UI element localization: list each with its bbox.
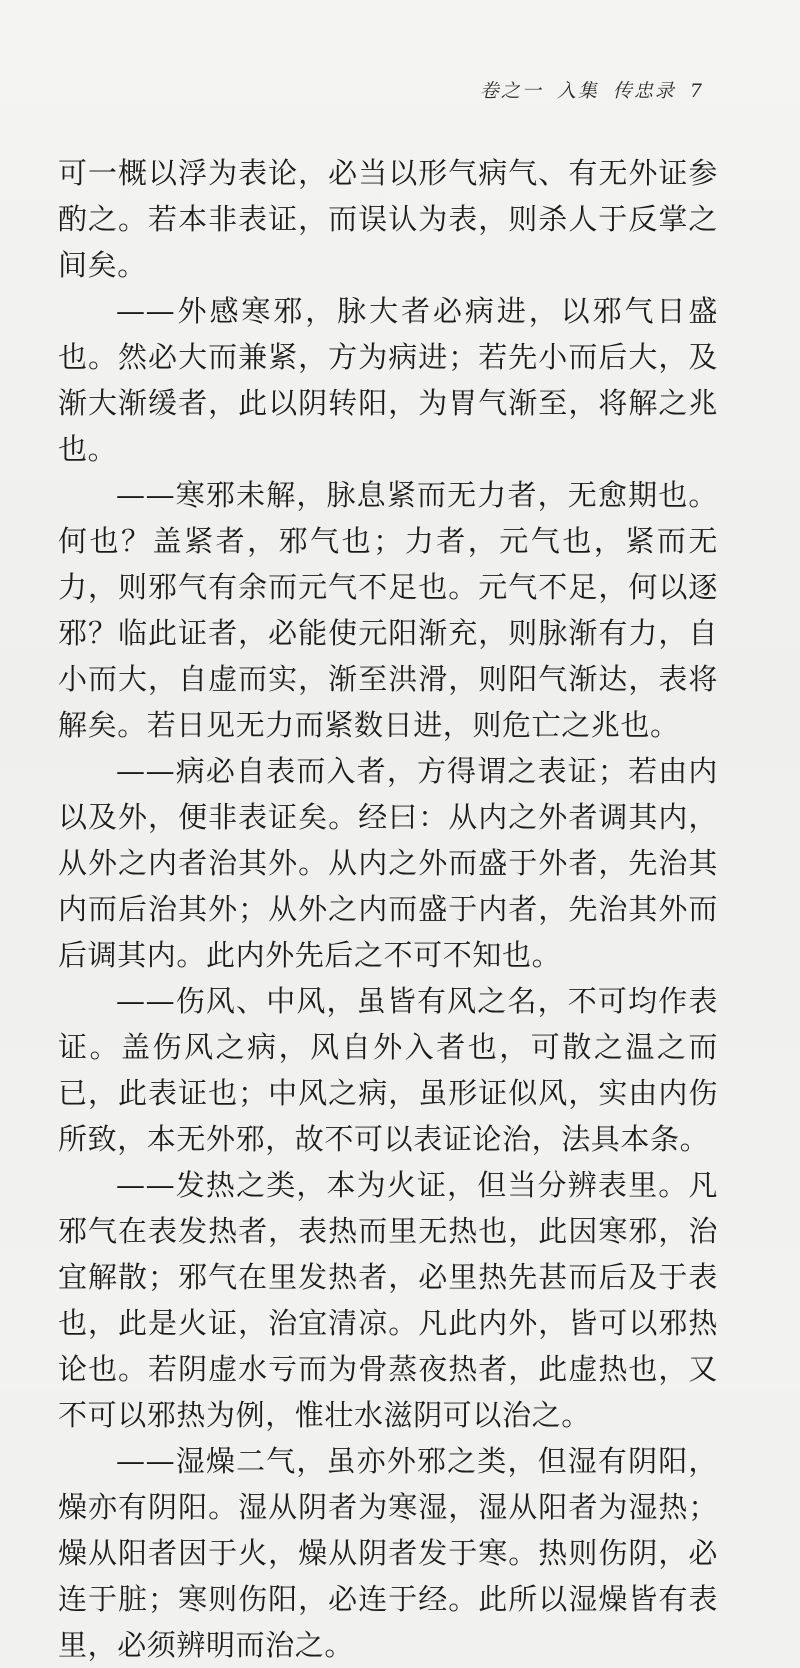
paragraph-continuation: 可一概以浮为表论，必当以形气病气、有无外证参酌之。若本非表证，而误认为表，则杀人于反掌之间矣。: [58, 156, 718, 282]
running-header: [466, 76, 704, 103]
header-chapter: 传忠录: [612, 80, 676, 102]
text-body: [58, 150, 718, 1668]
page-number: 7: [689, 80, 704, 102]
header-volume: 卷之一: [479, 80, 543, 102]
paragraph-wind-injury-stroke: ——伤风、中风，虽皆有风之名，不可均作表证。盖伤风之病，风自外入者也，可散之温之而已，此表证也；中风之病，虽形证似风，实由内伤所致，本无外邪，故不可以表证论治，法具本条。: [58, 984, 718, 1156]
paragraph-fever-types: ——发热之类，本为火证，但当分辨表里。凡邪气在表发热者，表热而里无热也，此因寒邪，治宜解散；邪气在里发热者，必里热先甚而后及于表也，此是火证，治宜清凉。凡此内外，皆可以邪热论也。若阴虚水亏而为骨蒸夜热者，此虚热也，又不可以邪热为例，惟壮水滋阴可以治之。: [58, 1168, 718, 1432]
paragraph-cold-pathogen-large-pulse: ——外感寒邪，脉大者必病进，以邪气日盛也。然必大而兼紧，方为病进；若先小而后大，及渐大渐缓者，此以阴转阳，为胃气渐至，将解之兆也。: [58, 294, 718, 466]
paragraph-exterior-interior-order: ——病必自表而入者，方得谓之表证；若由内以及外，便非表证矣。经曰：从内之外者调其内，从外之内者治其外。从内之外而盛于外者，先治其内而后治其外；从外之内而盛于内者，先治其外而后调其内。此内外先后之不可不知也。: [58, 754, 718, 972]
paragraph-damp-dry-qi: ——湿燥二气，虽亦外邪之类，但湿有阴阳，燥亦有阴阳。湿从阴者为寒湿，湿从阳者为湿热；燥从阳者因于火，燥从阴者发于寒。热则伤阴，必连于脏；寒则伤阳，必连于经。此所以湿燥皆有表里，必须辨明而治之。: [58, 1444, 718, 1662]
paragraph-tight-weak-pulse: ——寒邪未解，脉息紧而无力者，无愈期也。何也？盖紧者，邪气也；力者，元气也，紧而无力，则邪气有余而元气不足也。元气不足，何以逐邪？临此证者，必能使元阳渐充，则脉渐有力，自小而大，自虚而实，渐至洪滑，则阳气渐达，表将解矣。若日见无力而紧数日进，则危亡之兆也。: [58, 478, 718, 742]
header-section: 入集: [556, 80, 599, 102]
